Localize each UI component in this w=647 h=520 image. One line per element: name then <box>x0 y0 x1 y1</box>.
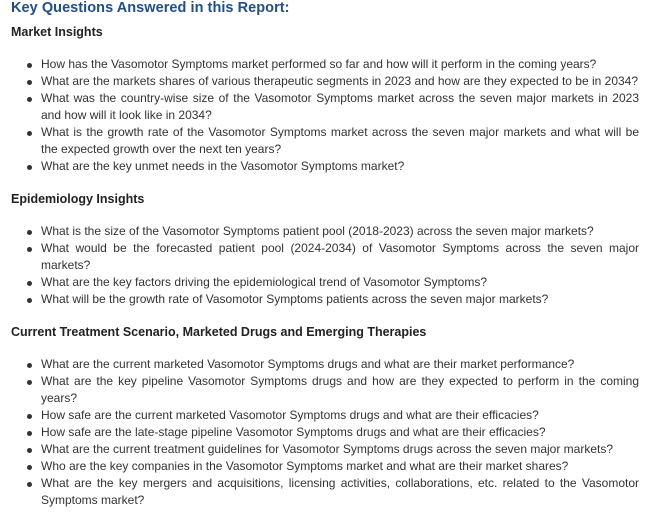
list-item <box>41 90 639 124</box>
report-title: Key Questions Answered in this Report: <box>11 0 290 16</box>
section-heading-treatment-scenario: Current Treatment Scenario, Marketed Drugs and Emerging Therapies <box>11 325 427 339</box>
bullet-icon <box>27 380 32 385</box>
bullet-icon <box>27 281 32 286</box>
bullet-icon <box>27 363 32 368</box>
question-text: What is the size of the Vasomotor Symptoms patient pool (2018-2023) across the seven major markets? <box>41 224 594 238</box>
bullet-icon <box>27 97 32 102</box>
bullet-icon <box>27 131 32 136</box>
list-item <box>41 458 639 475</box>
question-text: What are the key unmet needs in the Vasomotor Symptoms market? <box>41 159 405 173</box>
bullet-icon <box>27 298 32 303</box>
bullet-icon <box>27 482 32 487</box>
bullet-icon <box>27 63 32 68</box>
question-text: What are the current treatment guidelines for Vasomotor Symptoms drugs across the seven major markets? <box>41 442 614 456</box>
question-text: What are the key pipeline Vasomotor Symptoms drugs and how are they expected to perform in the coming years? <box>41 374 639 405</box>
section-heading-epidemiology-insights: Epidemiology Insights <box>11 192 145 206</box>
bullet-icon <box>27 448 32 453</box>
treatment-scenario-list <box>11 356 639 509</box>
section-heading-market-insights: Market Insights <box>11 25 103 39</box>
list-item <box>41 407 639 424</box>
list-item <box>41 223 639 240</box>
question-text: How safe are the late-stage pipeline Vasomotor Symptoms drugs and what are their efficacies? <box>41 425 546 439</box>
bullet-icon <box>27 414 32 419</box>
bullet-icon <box>27 230 32 235</box>
list-item <box>41 356 639 373</box>
list-item <box>41 291 639 308</box>
question-text: How safe are the current marketed Vasomotor Symptoms drugs and what are their efficacies? <box>41 408 539 422</box>
market-insights-list <box>11 56 639 175</box>
list-item <box>41 56 639 73</box>
question-text: What was the country-wise size of the Vasomotor Symptoms market across the seven major markets in 2023 and how will it look like in 2034? <box>41 91 639 122</box>
question-text: What are the current marketed Vasomotor Symptoms drugs and what are their market performance? <box>41 357 575 371</box>
bullet-icon <box>27 80 32 85</box>
question-text: What would be the forecasted patient pool (2024-2034) of Vasomotor Symptoms across the seven major markets? <box>41 241 639 272</box>
epidemiology-insights-list <box>11 223 639 308</box>
bullet-icon <box>27 431 32 436</box>
list-item <box>41 373 639 407</box>
list-item <box>41 158 639 175</box>
list-item <box>41 424 639 441</box>
bullet-icon <box>27 465 32 470</box>
question-text: What are the key factors driving the epidemiological trend of Vasomotor Symptoms? <box>41 275 487 289</box>
bullet-icon <box>27 247 32 252</box>
list-item <box>41 274 639 291</box>
question-text: Who are the key companies in the Vasomotor Symptoms market and what are their market shares? <box>41 459 569 473</box>
question-text: What is the growth rate of the Vasomotor Symptoms market across the seven major markets and what will be the expected growth over the next ten years? <box>41 125 639 156</box>
list-item <box>41 240 639 274</box>
question-text: How has the Vasomotor Symptoms market performed so far and how will it perform in the coming years? <box>41 57 597 71</box>
bullet-icon <box>27 165 32 170</box>
list-item <box>41 441 639 458</box>
list-item <box>41 124 639 158</box>
list-item <box>41 73 639 90</box>
list-item <box>41 475 639 509</box>
question-text: What are the key mergers and acquisitions, licensing activities, collaborations, etc. related to the Vasomotor Symptoms market? <box>41 476 639 507</box>
question-text: What will be the growth rate of Vasomotor Symptoms patients across the seven major markets? <box>41 292 549 306</box>
question-text: What are the markets shares of various therapeutic segments in 2023 and how are they expected to be in 2034? <box>41 74 639 88</box>
